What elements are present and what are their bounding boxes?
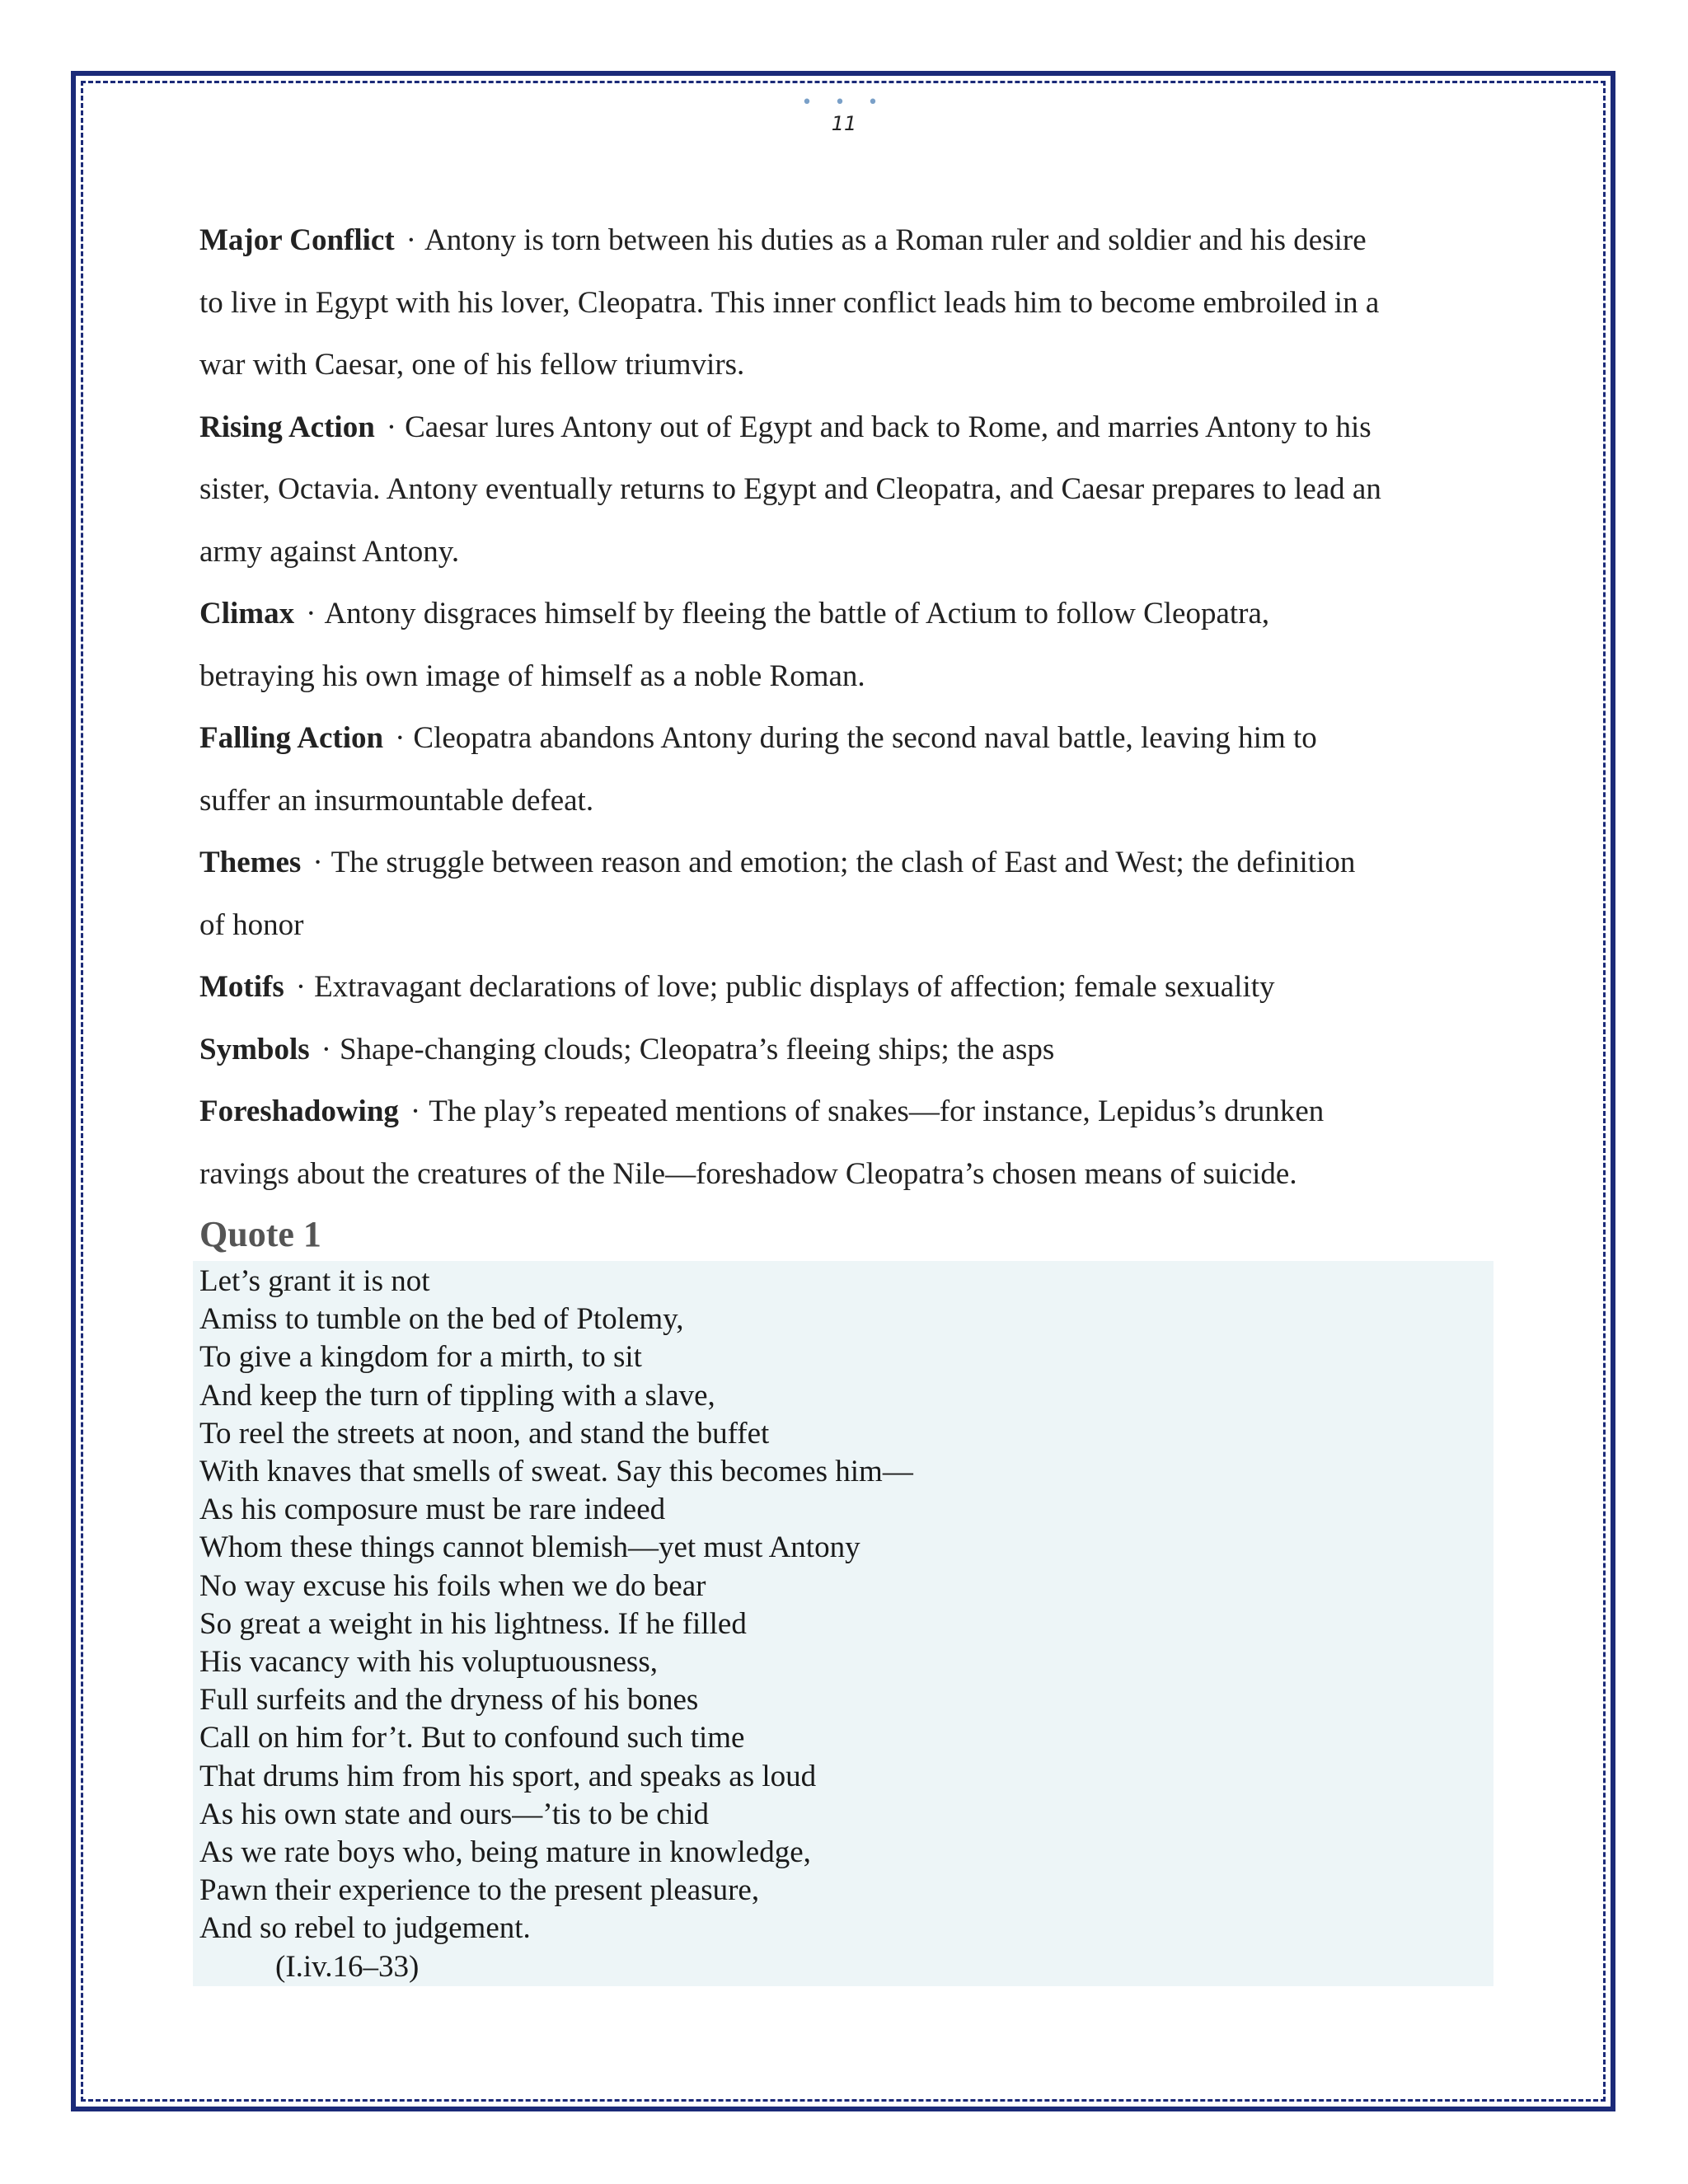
quote-heading: Quote 1 [199, 1214, 321, 1254]
entry-separator: · [395, 721, 406, 755]
entry-term: Falling Action [199, 721, 384, 755]
quote-line: Let’s grant it is not [199, 1264, 430, 1298]
entry-symbols [199, 1019, 1502, 1081]
entry-falling-action [199, 707, 1502, 832]
entry-text: Cleopatra abandons Antony during the second naval battle, leaving him to [413, 721, 1317, 755]
entry-term: Foreshadowing [199, 1094, 399, 1128]
quote-line: His vacancy with his voluptuousness, [199, 1645, 658, 1680]
quote-line: With knaves that smells of sweat. Say this becomes him— [199, 1455, 913, 1489]
entry-rising-action [199, 396, 1502, 583]
entry-term: Climax [199, 597, 295, 630]
entry-line [199, 832, 1502, 894]
entry-term: Major Conflict [199, 223, 395, 257]
entry-text: Caesar lures Antony out of Egypt and back to Rome, and marries Antony to his [405, 410, 1372, 444]
entry-line [199, 209, 1502, 272]
entry-themes [199, 832, 1502, 956]
quote-line: Whom these things cannot blemish—yet must Antony [199, 1530, 860, 1565]
page-ornament: • • • [801, 92, 887, 113]
entry-line: betraying his own image of himself as a noble Roman. [199, 658, 865, 693]
entry-text: Antony is torn between his duties as a Roman ruler and soldier and his desire [424, 223, 1367, 257]
quote-line: Full surfeits and the dryness of his bones [199, 1683, 699, 1718]
quote-line: Pawn their experience to the present pleasure, [199, 1873, 760, 1908]
entry-line: ravings about the creatures of the Nile—foreshadow Cleopatra’s chosen means of suicide. [199, 1156, 1297, 1191]
quote-line: As his composure must be rare indeed [199, 1493, 666, 1527]
entry-separator: · [306, 597, 316, 630]
entry-term: Motifs [199, 970, 284, 1004]
entry-foreshadowing [199, 1080, 1502, 1205]
entry-text: Antony disgraces himself by fleeing the battle of Actium to follow Cleopatra, [324, 597, 1270, 630]
quote-line: Call on him for’t. But to confound such time [199, 1721, 745, 1755]
quote-line: Amiss to tumble on the bed of Ptolemy, [199, 1302, 684, 1337]
entry-separator: · [386, 410, 397, 444]
entry-term: Themes [199, 846, 302, 879]
entry-line [199, 396, 1502, 459]
quote-line: And keep the turn of tippling with a slave, [199, 1378, 715, 1413]
quote-line: That drums him from his sport, and speaks as loud [199, 1759, 817, 1793]
entry-separator: · [410, 1094, 421, 1128]
entry-line: suffer an insurmountable defeat. [199, 783, 594, 818]
entry-line [199, 583, 1502, 645]
quote-line: No way excuse his foils when we do bear [199, 1568, 706, 1603]
entry-line [199, 1019, 1502, 1081]
entry-text: Extravagant declarations of love; public displays of affection; female sexuality [314, 970, 1275, 1004]
quote-line: So great a weight in his lightness. If he filled [199, 1606, 747, 1641]
entry-separator: · [406, 223, 416, 257]
quote-block [193, 1261, 1493, 1986]
entry-term: Rising Action [199, 410, 375, 444]
entry-text: Shape-changing clouds; Cleopatra’s fleeing ships; the asps [339, 1032, 1055, 1066]
page-number: 11 [831, 112, 857, 135]
entry-text: The struggle between reason and emotion; the clash of East and West; the definition [331, 846, 1356, 879]
summary-section [199, 209, 1502, 1205]
entry-line [199, 956, 1502, 1019]
entry-climax [199, 583, 1502, 707]
entry-text: The play’s repeated mentions of snakes—for instance, Lepidus’s drunken [429, 1094, 1325, 1128]
entry-line [199, 707, 1502, 770]
entry-motifs [199, 956, 1502, 1019]
quote-line: As we rate boys who, being mature in knowledge, [199, 1835, 811, 1870]
quote-line: As his own state and ours—’tis to be chid [199, 1797, 709, 1831]
quote-line: To give a kingdom for a mirth, to sit [199, 1340, 642, 1375]
quote-line: To reel the streets at noon, and stand the buffet [199, 1416, 770, 1451]
entry-line: army against Antony. [199, 534, 460, 569]
quote-citation: (I.iv.16–33) [275, 1949, 420, 1984]
entry-separator: · [295, 970, 307, 1004]
entry-separator: · [321, 1032, 331, 1066]
entry-line [199, 1080, 1502, 1143]
entry-line: to live in Egypt with his lover, Cleopatra. This inner conflict leads him to become embroiled in a [199, 285, 1380, 320]
entry-separator: · [312, 846, 323, 879]
entry-line: war with Caesar, one of his fellow triumvirs. [199, 348, 745, 382]
entry-term: Symbols [199, 1032, 310, 1066]
entry-line: sister, Octavia. Antony eventually returns to Egypt and Cleopatra, and Caesar prepares to lead an [199, 472, 1381, 506]
entry-major-conflict [199, 209, 1502, 396]
quote-line: And so rebel to judgement. [199, 1911, 531, 1946]
entry-line: of honor [199, 907, 304, 942]
